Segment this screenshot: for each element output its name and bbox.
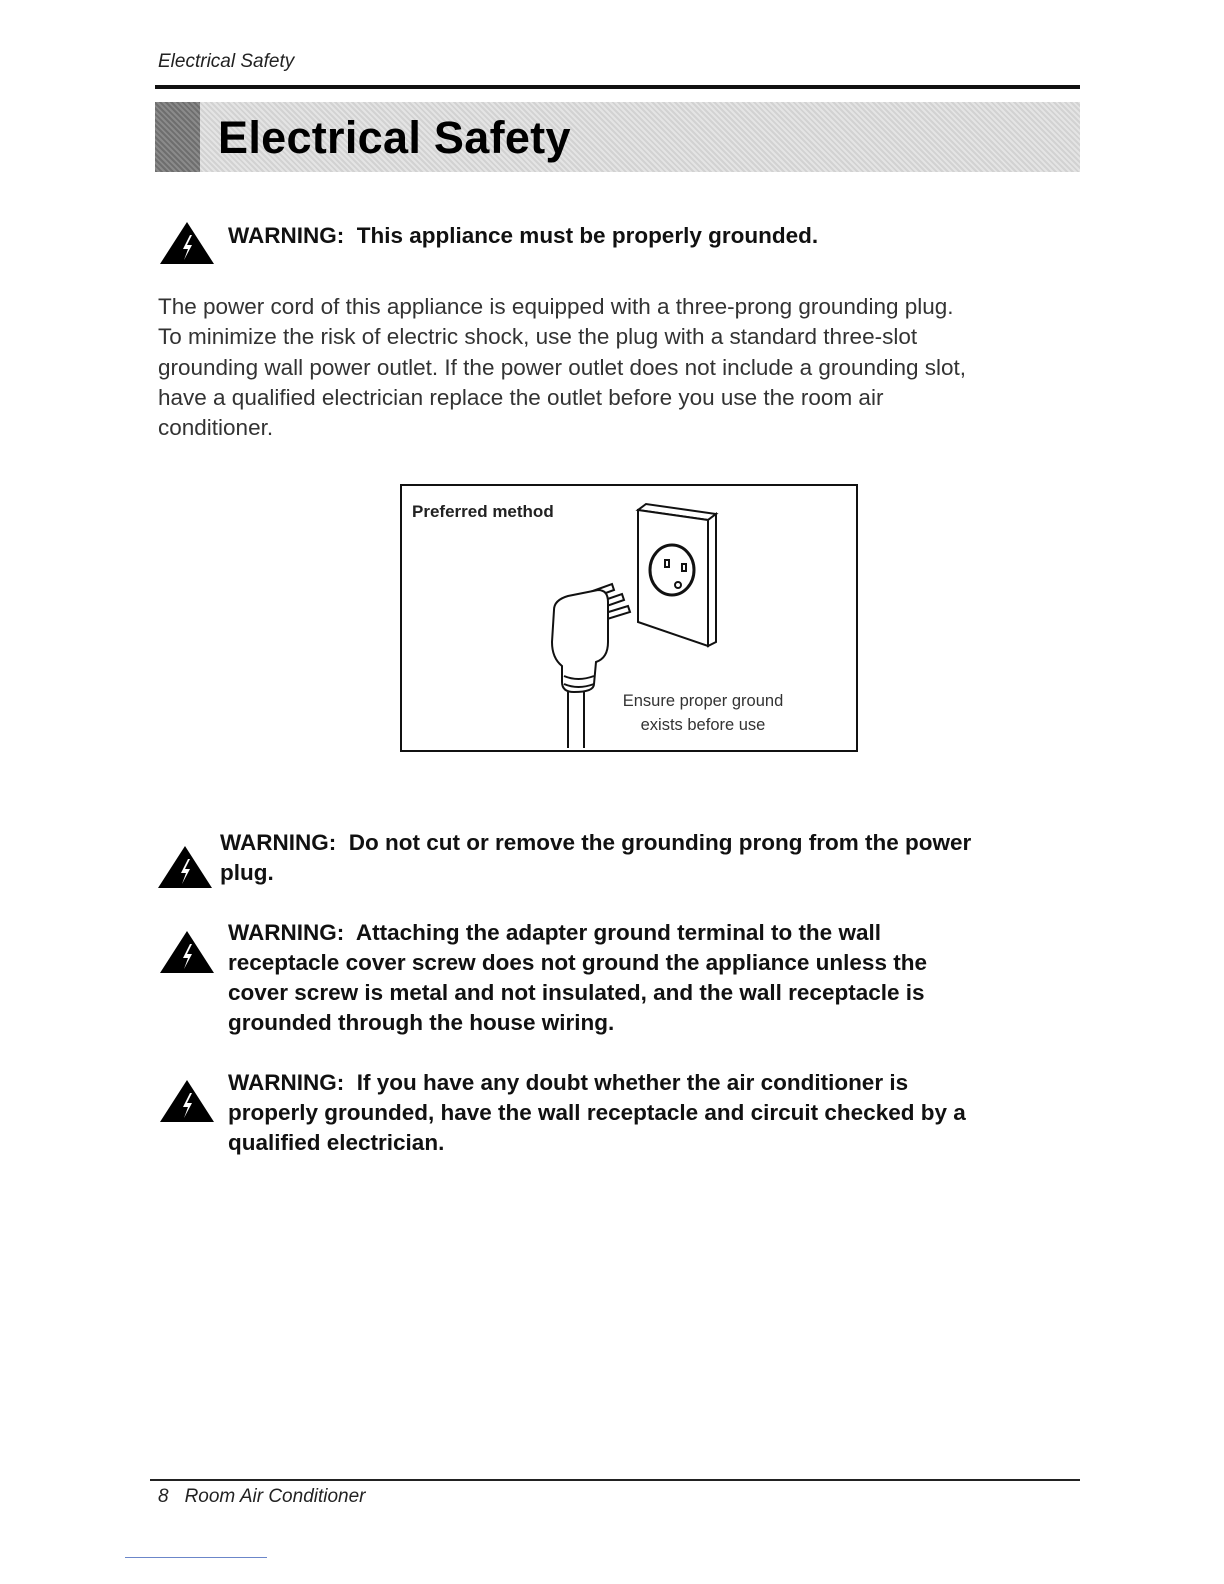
- warning-label: WARNING:: [228, 1070, 345, 1095]
- warning-text: This appliance must be properly grounded.: [356, 223, 819, 248]
- title-bar-marker: [155, 102, 200, 172]
- footer-title: Room Air Conditioner: [184, 1486, 366, 1507]
- electric-shock-warning-icon: [159, 221, 215, 265]
- warning-grounding-prong: [220, 828, 971, 888]
- warning-text: Attaching the adapter ground terminal to the wall: [355, 920, 881, 945]
- warning-label: WARNING:: [228, 920, 345, 945]
- warning-doubt-grounded: [228, 1068, 966, 1158]
- paragraph-line: have a qualified electrician replace the outlet before you use the room air: [158, 384, 884, 410]
- warning-grounded: [228, 221, 818, 251]
- running-header: Electrical Safety: [158, 51, 295, 72]
- scan-artifact-line: [125, 1557, 267, 1558]
- warning-text: receptacle cover screw does not ground the appliance unless the: [228, 950, 927, 975]
- paragraph-line: To minimize the risk of electric shock, use the plug with a standard three-slot: [158, 324, 918, 350]
- warning-text: plug.: [220, 860, 274, 885]
- warning-text: If you have any doubt whether the air conditioner is: [356, 1070, 909, 1095]
- warning-text: qualified electrician.: [228, 1130, 445, 1155]
- warning-label: WARNING:: [220, 830, 337, 855]
- caption-line: Ensure proper ground: [622, 692, 784, 710]
- header-rule: [155, 85, 1080, 89]
- page-number: 8: [158, 1486, 169, 1507]
- electric-shock-warning-icon: [159, 930, 215, 974]
- figure-label: Preferred method: [412, 502, 554, 521]
- electric-shock-warning-icon: [157, 845, 213, 889]
- footer-rule: [150, 1479, 1080, 1481]
- warning-text: grounded through the house wiring.: [228, 1010, 615, 1035]
- paragraph-line: conditioner.: [158, 415, 274, 441]
- wall-outlet-icon: [638, 504, 716, 646]
- paragraph-line: The power cord of this appliance is equipped with a three-prong grounding plug.: [158, 294, 954, 319]
- warning-text: cover screw is metal and not insulated, and the wall receptacle is: [228, 980, 925, 1005]
- page-footer: [158, 1486, 366, 1508]
- warning-text: Do not cut or remove the grounding prong from the power: [348, 830, 972, 855]
- warning-adapter-terminal: [228, 918, 927, 1038]
- electric-shock-warning-icon: [159, 1079, 215, 1123]
- preferred-method-figure: [400, 484, 858, 752]
- section-title: Electrical Safety: [218, 112, 571, 163]
- warning-label: WARNING:: [228, 223, 345, 248]
- paragraph-line: grounding wall power outlet. If the power outlet does not include a grounding slot,: [158, 354, 967, 380]
- grounding-paragraph: [158, 292, 1058, 443]
- caption-line: exists before use: [640, 716, 766, 734]
- warning-text: properly grounded, have the wall receptacle and circuit checked by a: [228, 1100, 966, 1125]
- figure-caption: [614, 689, 792, 737]
